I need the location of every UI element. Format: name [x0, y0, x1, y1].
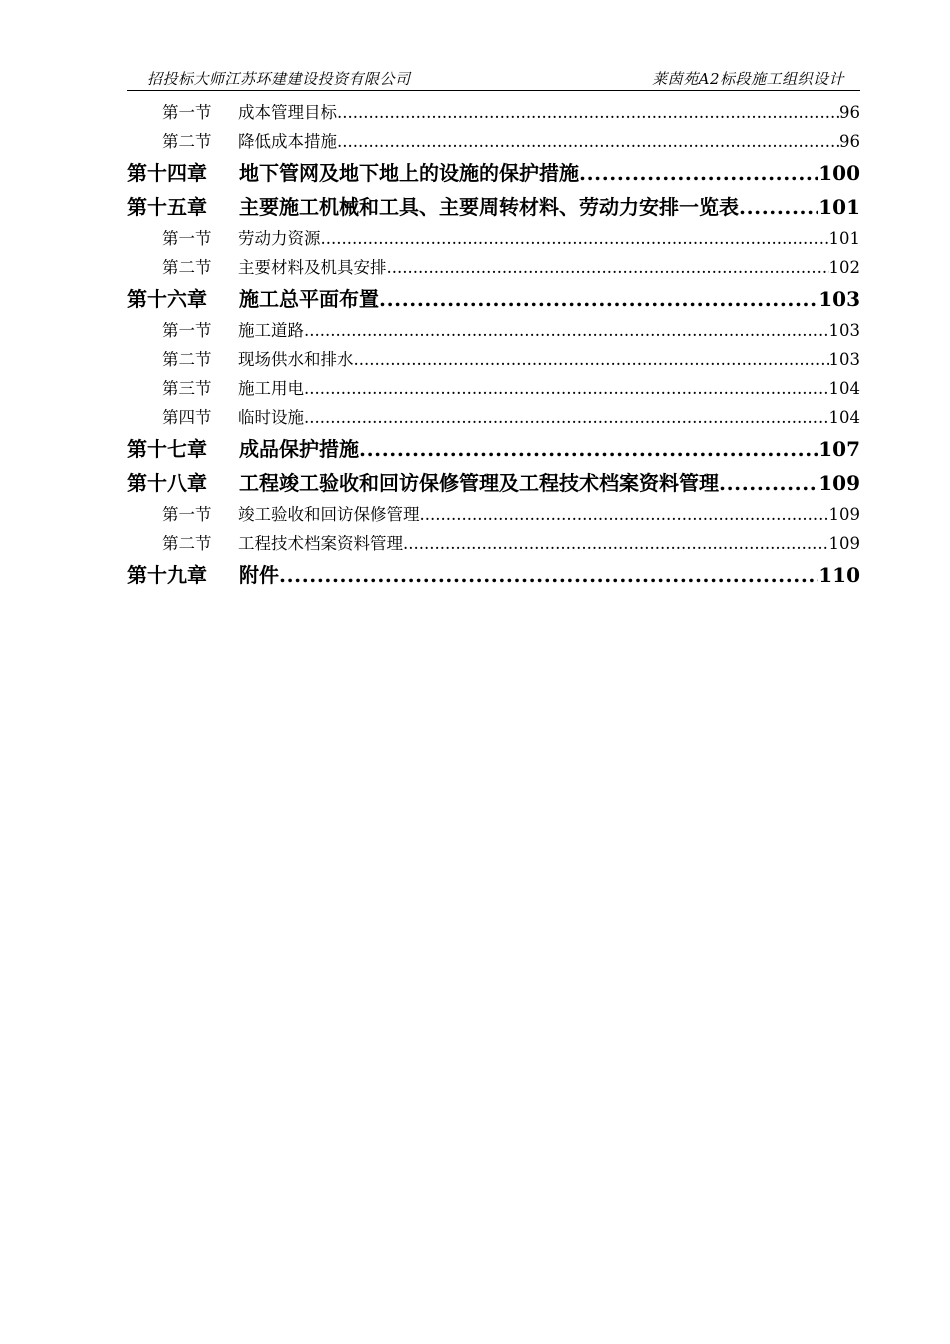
toc-entry-number: 第十四章 — [127, 161, 207, 185]
dot-leader — [337, 98, 839, 127]
toc-chapter-entry[interactable] — [127, 190, 860, 224]
toc-entry-title: 主要施工机械和工具、主要周转材料、劳动力安排一览表 — [239, 195, 739, 219]
dot-leader — [304, 374, 829, 403]
toc-entry-number: 第二节 — [162, 350, 212, 369]
dot-leader — [304, 316, 829, 345]
toc-entry-number: 第一节 — [162, 229, 212, 248]
dot-leader — [739, 190, 818, 224]
toc-entry-number: 第一节 — [162, 103, 212, 122]
toc-entry-page: 96 — [839, 103, 860, 122]
toc-entry-title: 地下管网及地下地上的设施的保护措施 — [239, 161, 579, 185]
toc-entry-title: 施工用电 — [238, 379, 304, 398]
toc-entry-page: 100 — [818, 161, 860, 185]
toc-entry-title: 现场供水和排水 — [238, 350, 354, 369]
dot-leader — [579, 156, 818, 190]
dot-leader — [379, 282, 818, 316]
toc-entry-number: 第一节 — [162, 321, 212, 340]
toc-entry-number: 第十五章 — [127, 195, 207, 219]
toc-entry-page: 109 — [828, 505, 860, 524]
toc-entry-page: 102 — [828, 258, 860, 277]
dot-leader — [403, 529, 829, 558]
dot-leader — [279, 558, 818, 592]
toc-entry-page: 101 — [828, 229, 860, 248]
dot-leader — [321, 224, 829, 253]
toc-chapter-entry[interactable] — [127, 282, 860, 316]
toc-entry[interactable] — [127, 529, 860, 558]
toc-entry[interactable] — [127, 224, 860, 253]
toc-entry-page: 110 — [818, 563, 860, 587]
toc-entry-number: 第十八章 — [127, 471, 207, 495]
toc-entry[interactable] — [127, 374, 860, 403]
dot-leader — [359, 432, 818, 466]
toc-chapter-entry[interactable] — [127, 432, 860, 466]
dot-leader — [420, 500, 829, 529]
toc-entry[interactable] — [127, 98, 860, 127]
toc-entry-title: 成本管理目标 — [238, 103, 337, 122]
toc-entry-number: 第十七章 — [127, 437, 207, 461]
toc-entry-title: 工程竣工验收和回访保修管理及工程技术档案资料管理 — [239, 471, 719, 495]
toc-entry-page: 104 — [828, 408, 860, 427]
toc-entry-number: 第四节 — [162, 408, 212, 427]
toc-entry-title: 成品保护措施 — [239, 437, 359, 461]
page-header — [127, 66, 860, 91]
toc-chapter-entry[interactable] — [127, 558, 860, 592]
toc-entry-page: 109 — [818, 471, 860, 495]
dot-leader — [719, 466, 818, 500]
toc-entry-number: 第二节 — [162, 132, 212, 151]
toc-entry-page: 109 — [828, 534, 860, 553]
toc-entry-number: 第十九章 — [127, 563, 207, 587]
header-project: 莱茵苑A2标段施工组织设计 — [652, 70, 844, 88]
toc-entry-page: 103 — [818, 287, 860, 311]
toc-entry-page: 103 — [828, 321, 860, 340]
toc-entry-number: 第二节 — [162, 258, 212, 277]
toc-entry-page: 96 — [839, 132, 860, 151]
toc-entry[interactable] — [127, 316, 860, 345]
toc-entry-number: 第十六章 — [127, 287, 207, 311]
header-company: 招投标大师江苏环建建设投资有限公司 — [147, 70, 411, 88]
toc-entry-title: 主要材料及机具安排 — [238, 258, 387, 277]
toc-entry-title: 施工道路 — [238, 321, 304, 340]
toc-entry[interactable] — [127, 403, 860, 432]
toc-entry-page: 107 — [818, 437, 860, 461]
toc-entry-number: 第三节 — [162, 379, 212, 398]
toc-entry[interactable] — [127, 253, 860, 282]
toc-entry-title: 施工总平面布置 — [239, 287, 379, 311]
toc-entry-number: 第二节 — [162, 534, 212, 553]
toc-entry-title: 降低成本措施 — [238, 132, 337, 151]
dot-leader — [337, 127, 839, 156]
toc-chapter-entry[interactable] — [127, 466, 860, 500]
toc-entry-page: 101 — [818, 195, 860, 219]
toc-entry[interactable] — [127, 500, 860, 529]
toc-entry-title: 临时设施 — [238, 408, 304, 427]
toc-entry-page: 103 — [828, 350, 860, 369]
toc-entry-title: 劳动力资源 — [238, 229, 321, 248]
toc-chapter-entry[interactable] — [127, 156, 860, 190]
toc-entry-title: 工程技术档案资料管理 — [238, 534, 403, 553]
table-of-contents — [127, 98, 860, 592]
toc-entry-page: 104 — [828, 379, 860, 398]
toc-entry-title: 竣工验收和回访保修管理 — [238, 505, 420, 524]
toc-entry-number: 第一节 — [162, 505, 212, 524]
dot-leader — [304, 403, 829, 432]
toc-entry[interactable] — [127, 345, 860, 374]
toc-entry-title: 附件 — [239, 563, 279, 587]
toc-entry[interactable] — [127, 127, 860, 156]
dot-leader — [387, 253, 829, 282]
dot-leader — [354, 345, 829, 374]
